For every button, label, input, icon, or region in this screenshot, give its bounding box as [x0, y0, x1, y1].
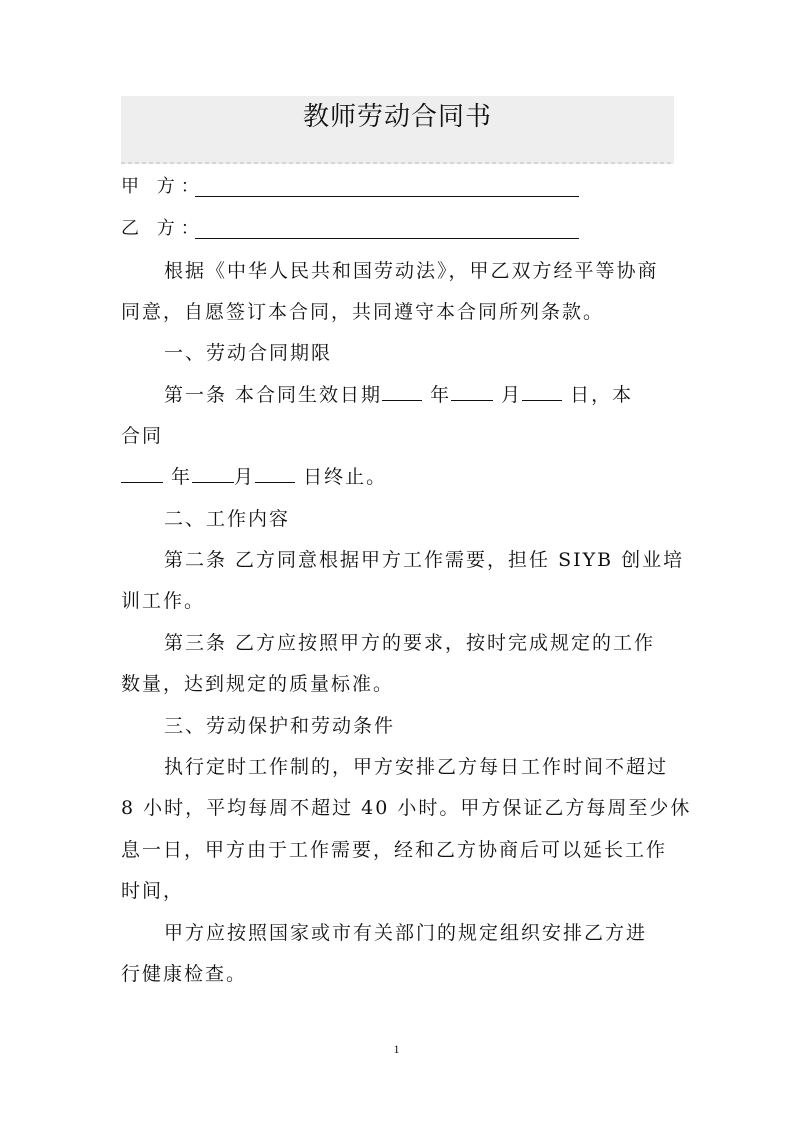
- party-a-blank-line: [195, 196, 579, 197]
- start-day-blank: [522, 382, 562, 401]
- hours-line-1: 执行定时工作制的，甲方安排乙方每日工作时间不超过: [164, 756, 669, 778]
- title-banner: [121, 96, 674, 164]
- section-3-heading: 三、劳动保护和劳动条件: [164, 715, 396, 737]
- end-day-unit: 日终止。: [295, 466, 388, 488]
- end-month-blank: [192, 464, 234, 483]
- start-year-blank: [382, 382, 422, 401]
- section-2-heading: 二、工作内容: [164, 508, 291, 530]
- intro-line-1: 根据《中华人民共和国劳动法》，甲乙双方经平等协商: [164, 260, 659, 282]
- party-a-label: 甲 方：: [121, 176, 205, 197]
- hours-line-4: 时间，: [121, 880, 185, 902]
- section-1-heading: 一、劳动合同期限: [164, 342, 333, 364]
- article-3-line-1: 第三条 乙方应按照甲方的要求，按时完成规定的工作: [164, 632, 656, 654]
- end-year-blank: [121, 464, 163, 483]
- start-month-unit: 月: [493, 384, 523, 406]
- start-day-unit: 日，本: [562, 384, 634, 406]
- article-3-line-2: 数量，达到规定的质量标准。: [121, 673, 395, 695]
- article-2-line-2: 训工作。: [121, 590, 206, 612]
- page-number: 1: [393, 1042, 400, 1056]
- health-line-1: 甲方应按照国家或市有关部门的规定组织安排乙方进: [164, 922, 648, 944]
- party-b-label: 乙 方：: [121, 218, 205, 239]
- article-1-start-label: 第一条 本合同生效日期: [164, 384, 383, 406]
- end-month-unit: 月: [234, 466, 256, 488]
- document-title: 教师劳动合同书: [302, 102, 492, 132]
- article-1-line-1: [121, 375, 724, 416]
- hours-line-2: 8 小时，平均每周不超过 40 小时。甲方保证乙方每周至少休: [121, 797, 692, 819]
- start-month-blank: [451, 382, 493, 401]
- article-2-line-1: 第二条 乙方同意根据甲方工作需要，担任 SIYB 创业培: [164, 549, 685, 571]
- article-1-line-2: 合同: [121, 425, 164, 447]
- intro-line-2: 同意，自愿签订本合同，共同遵守本合同所列条款。: [121, 301, 605, 323]
- end-day-blank: [255, 464, 295, 483]
- party-b-blank-line: [195, 238, 579, 239]
- end-year-unit: 年: [163, 466, 193, 488]
- start-year-unit: 年: [422, 384, 452, 406]
- article-1-line-3: [121, 457, 681, 498]
- health-line-2: 行健康检查。: [121, 963, 248, 985]
- hours-line-3: 息一日，甲方由于工作需要，经和乙方协商后可以延长工作: [121, 839, 668, 861]
